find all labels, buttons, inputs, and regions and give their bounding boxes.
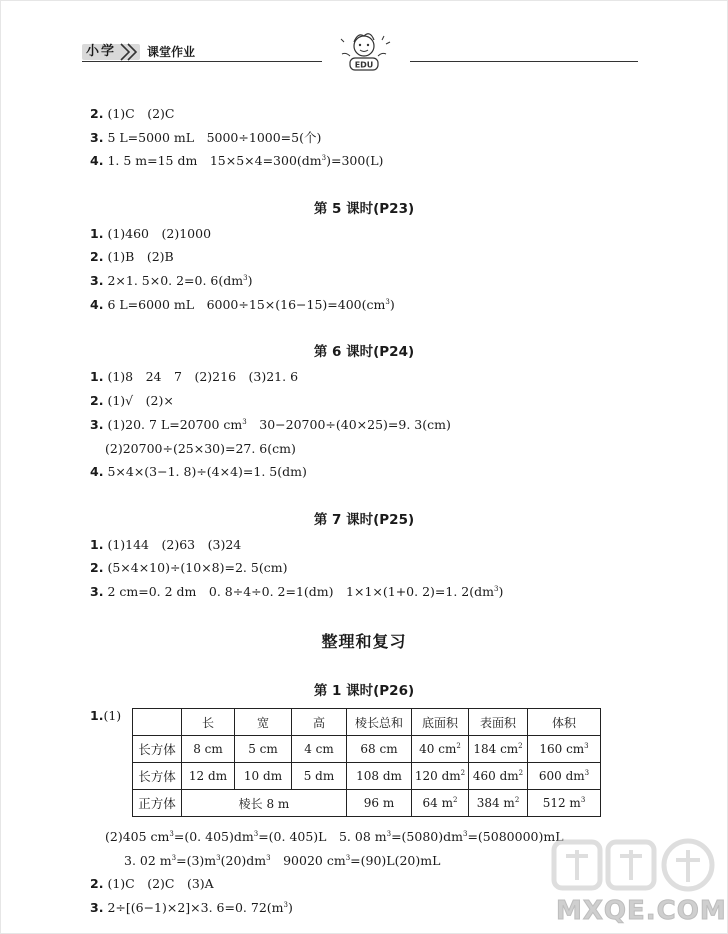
table-header-row xyxy=(133,709,601,736)
list-item: 4. 5×4×(3−1. 8)÷(4×4)=1. 5(dm) xyxy=(90,464,307,479)
header-school: 小学 xyxy=(86,44,117,59)
list-item: 1. (1)8 24 7 (2)216 (3)21. 6 xyxy=(90,369,299,384)
table-cell: 棱长 8 m xyxy=(182,790,347,817)
table-cell: 10 dm xyxy=(235,763,292,790)
section-title-review-lesson1: 第 1 课时(P26) xyxy=(313,683,415,699)
table-header-cell: 表面积 xyxy=(469,709,528,736)
list-item: 3. 02 $m^3=(3)m^3(20)dm^3$ 90020 $cm^3=(90)L(20)mL$ xyxy=(124,853,441,868)
table-cell: 5 dm xyxy=(292,763,347,790)
table-cell: 68 cm xyxy=(347,736,412,763)
list-item: 2. (1)C (2)C xyxy=(90,106,175,121)
answer-table xyxy=(132,708,601,817)
table-cell: 40 $cm^2$ xyxy=(412,736,469,763)
list-item: 1. (1)144 (2)63 (3)24 xyxy=(90,537,242,552)
header-title: 课堂作业 xyxy=(147,45,196,59)
list-item: (2)405 $cm^3=(0$. $405)dm^3=(0$. 405)L 5. 08 $m^3=(5080)dm^3=(5080000)mL$ xyxy=(105,829,564,844)
table-cell: 长方体 xyxy=(133,763,182,790)
section-title-lesson7: 第 7 课时(P25) xyxy=(313,512,415,528)
table-cell: 正方体 xyxy=(133,790,182,817)
mascot-icon xyxy=(336,30,392,78)
table-header-cell: 底面积 xyxy=(412,709,469,736)
table-header-cell: 长 xyxy=(182,709,235,736)
table-cell: 4 cm xyxy=(292,736,347,763)
watermark-text: MXQE.COM xyxy=(556,896,727,926)
table-row xyxy=(133,736,601,763)
table-cell: 长方体 xyxy=(133,736,182,763)
table-cell: 96 m xyxy=(347,790,412,817)
header-rule-right xyxy=(410,61,638,62)
chapter-title: 整理和复习 xyxy=(321,632,407,651)
table-cell: 184 $cm^2$ xyxy=(469,736,528,763)
table-cell: 8 cm xyxy=(182,736,235,763)
table-header-cell: 体积 xyxy=(528,709,601,736)
table-cell: 512 $m^3$ xyxy=(528,790,601,817)
page-header xyxy=(0,0,728,80)
table-cell: 384 $m^2$ xyxy=(469,790,528,817)
list-item: 3. 2÷[(6−1)×2]×3. 6=0. $72(m^3)$ xyxy=(90,900,293,915)
table-cell: 64 $m^2$ xyxy=(412,790,469,817)
table-row xyxy=(133,763,601,790)
table-cell: 5 cm xyxy=(235,736,292,763)
table-cell: 600 $dm^3$ xyxy=(528,763,601,790)
list-item: (2)20700÷(25×30)=27. 6(cm) xyxy=(105,441,296,456)
list-item: 2. (1)B (2)B xyxy=(90,249,174,264)
table-cell: 108 dm xyxy=(347,763,412,790)
table-header-cell xyxy=(133,709,182,736)
list-item: 2. (1)√ (2)× xyxy=(90,393,174,408)
list-item: 3. 5 L=5000 mL 5000÷1000=5(个) xyxy=(90,130,322,145)
question-label: 1.(1) xyxy=(90,708,122,723)
list-item: 3. 2×1. 5×0. 2=0. $6(dm^3)$ xyxy=(90,273,253,288)
table-cell: 12 dm xyxy=(182,763,235,790)
list-item: 4. 1. 5 m=15 dm $15\times 5\times 4=300(dm^3)=300(L)$ xyxy=(90,153,384,168)
list-item: 1. (1)460 (2)1000 xyxy=(90,226,212,241)
table-header-cell: 宽 xyxy=(235,709,292,736)
table-cell: 120 $dm^2$ xyxy=(412,763,469,790)
list-item: 4. 6 L=6000 mL $6000\div 15\times(16-15)=400(cm^3)$ xyxy=(90,297,395,312)
table-cell: 160 $cm^3$ xyxy=(528,736,601,763)
table-cell: 460 $dm^2$ xyxy=(469,763,528,790)
header-rule-left xyxy=(82,61,322,62)
table-row xyxy=(133,790,601,817)
chevron-right-icon xyxy=(118,42,144,62)
list-item: 2. (5×4×10)÷(10×8)=2. 5(cm) xyxy=(90,560,288,575)
table-header-cell: 棱长总和 xyxy=(347,709,412,736)
list-item: 3. (1)20. 7 L=20700 $cm^3$ 30−20700÷(40×25)=9. 3(cm) xyxy=(90,417,451,432)
list-item: 3. 2 cm=0. 2 dm 0. 8÷4÷0. 2=1(dm) 1×1×(1+0. 2)=1. $2(dm^3)$ xyxy=(90,584,504,599)
mascot-badge-text: EDU xyxy=(354,60,374,70)
section-title-lesson6: 第 6 课时(P24) xyxy=(313,344,415,360)
table-header-cell: 高 xyxy=(292,709,347,736)
section-title-lesson5: 第 5 课时(P23) xyxy=(313,201,415,217)
list-item: 2. (1)C (2)C (3)A xyxy=(90,876,214,891)
